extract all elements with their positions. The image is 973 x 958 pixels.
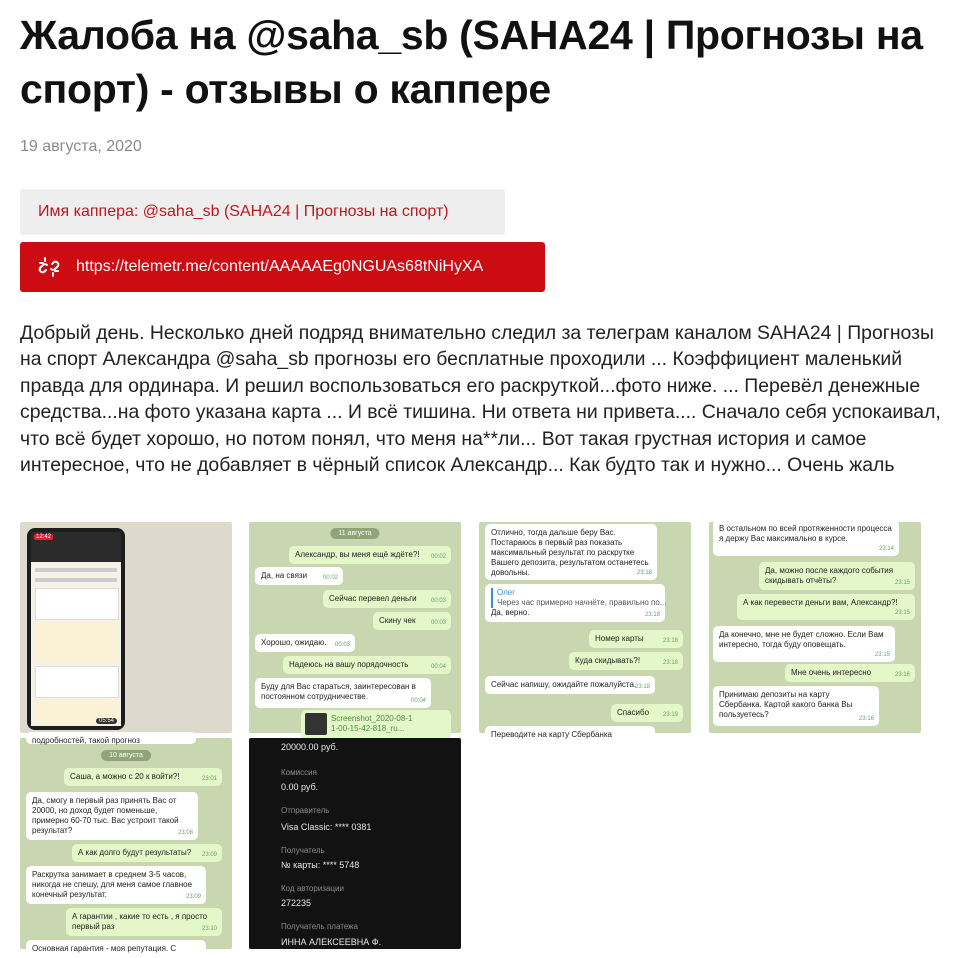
chat-message: Саша, а можно с 20 к войти?! 23:01 xyxy=(64,768,222,786)
receipt-label: Получатель платежа xyxy=(281,922,358,931)
receipt-value: 272235 xyxy=(281,898,312,908)
telemetr-link-button[interactable] xyxy=(20,242,545,292)
broken-link-icon xyxy=(37,255,61,279)
chat-message: Да, можно после каждого события скидывать отчёты? 23:15 xyxy=(759,562,915,590)
complaint-text: Добрый день. Несколько дней подряд внимательно следил за телеграм каналом SAHA24 | Прогнозы на спорт Александра @saha_sb прогнозы его бесплатные проходили ... Коэффициент маленький правда для ординара. И решил воспользоваться его раскруткой...фото ниже. ... Перевёл денежные средства...на фото указана карта ... И всё тишина. Ни ответа ни привета.... Сначало себя успокаивал, что всё будет хорошо, но потом понял, что меня на**ли... Вот такая грустная история и самое интересное, что не добавляет в чёрный список Александр... Как будто так и нужно... Очень жаль xyxy=(20,322,941,477)
chat-message: А как долго будут результаты? 23:09 xyxy=(72,844,222,862)
chat-message: Александр, вы меня ещё ждёте?! 00:02 xyxy=(289,546,451,564)
gallery-image-1[interactable] xyxy=(20,522,232,733)
gallery-image-5[interactable] xyxy=(20,736,232,953)
receipt-label: Отправитель xyxy=(281,806,330,815)
receipt-value: № карты: **** 5748 xyxy=(281,860,360,870)
chat-message: Переводите на карту Сбербанка xyxy=(485,726,655,744)
gallery-image-4[interactable] xyxy=(709,522,921,733)
chat-message: Сейчас напишу, ожидайте пожалуйста. 23:18 xyxy=(485,676,655,694)
phone-time-badge: 05:54 xyxy=(96,718,117,724)
gallery-image-3[interactable] xyxy=(479,522,691,739)
chat-message: Скину чек 00:03 xyxy=(373,612,451,630)
receipt-label: Комиссия xyxy=(281,768,317,777)
chat-date: 10 августа xyxy=(101,750,151,761)
chat-message: Да конечно, мне не будет сложно. Если Вам интересно, тогда буду оповещать. 23:15 xyxy=(713,626,895,662)
chat-message: Надеюсь на вашу порядочность 00:04 xyxy=(283,656,451,674)
chat-message: А гарантии , какие то есть , я просто первый раз 23:10 xyxy=(66,908,222,936)
phone-frame xyxy=(27,528,125,730)
chat-message: Основная гарантия - моя репутация. С xyxy=(26,940,206,958)
chat-message: Буду для Вас стараться, заинтересован в постоянном сотрудничестве. 00:04 xyxy=(255,678,431,708)
chat-message: Да, на связи 00:02 xyxy=(255,567,343,585)
post-date: 19 августа, 2020 xyxy=(20,138,142,155)
chat-message: Сейчас перевел деньги 00:03 xyxy=(323,590,451,608)
receipt-amount: 20000.00 руб. xyxy=(281,742,339,752)
phone-screen xyxy=(31,532,121,726)
phone-time: 12:42 xyxy=(36,534,52,540)
gallery-image-2[interactable] xyxy=(249,522,461,733)
chat-message: В остальном по всей протяженности процесса я держу Вас максимально в курсе. 23:14 xyxy=(713,520,899,556)
chat-reply-message: Олег Через час примерно начнёте, правильно по... Да, верно. 23:18 xyxy=(485,584,665,622)
gallery-image-6[interactable] xyxy=(249,738,461,949)
page-title: Жалоба на @saha_sb (SAHA24 | Прогнозы на спорт) - отзывы о каппере xyxy=(20,12,923,112)
chat-message: Да, смогу в первый раз принять Вас от 20000, но доход будет поменьше, примерно 60-70 тыс. Вас устроит такой результат? 23:08 xyxy=(26,792,198,840)
chat-message: Мне очень интересно 23:16 xyxy=(785,664,915,682)
receipt-label: Код авторизации xyxy=(281,884,344,893)
chat-date: 11 августа xyxy=(330,528,379,539)
chat-message: Отлично, тогда дальше беру Вас. Постараюсь в первый раз показать максимальный результат по раскрутке Вашего депозита, результатом останетесь довольны. 23:18 xyxy=(485,524,657,580)
receipt-value: Visa Classic: **** 0381 xyxy=(281,822,372,832)
chat-message: Спасибо 23:19 xyxy=(611,704,683,722)
chat-message: Хорошо, ожидаю. 00:03 xyxy=(255,634,355,652)
chat-message-partial: подробностей, такой прогноз xyxy=(26,732,196,744)
chat-message: Куда скидывать?! 23:18 xyxy=(569,652,683,670)
receipt-label: Получатель xyxy=(281,846,325,855)
receipt-value: 0.00 руб. xyxy=(281,782,319,792)
capper-name-box: Имя каппера: @saha_sb (SAHA24 | Прогнозы на спорт) xyxy=(20,189,505,235)
chat-message: А как перевести деньги вам, Александр?! 23:15 xyxy=(737,594,915,620)
link-url: https://telemetr.me/content/AAAAAEg0NGUAs68tNiHyXA xyxy=(76,258,484,275)
chat-file: Screenshot_2020-08-1 1-00-15-42-818_ru... xyxy=(301,710,451,740)
chat-message: Принимаю депозиты на карту Сбербанка. Картой какого банка Вы пользуетесь? 23:16 xyxy=(713,686,879,726)
chat-message: Раскрутка занимает в среднем 3-5 часов, никогда не спешу, для меня самое главное конечный результат. 23:09 xyxy=(26,866,206,904)
receipt-value: ИННА АЛЕКСЕЕВНА Ф. xyxy=(281,937,382,947)
chat-message: Номер карты 23:18 xyxy=(589,630,683,648)
